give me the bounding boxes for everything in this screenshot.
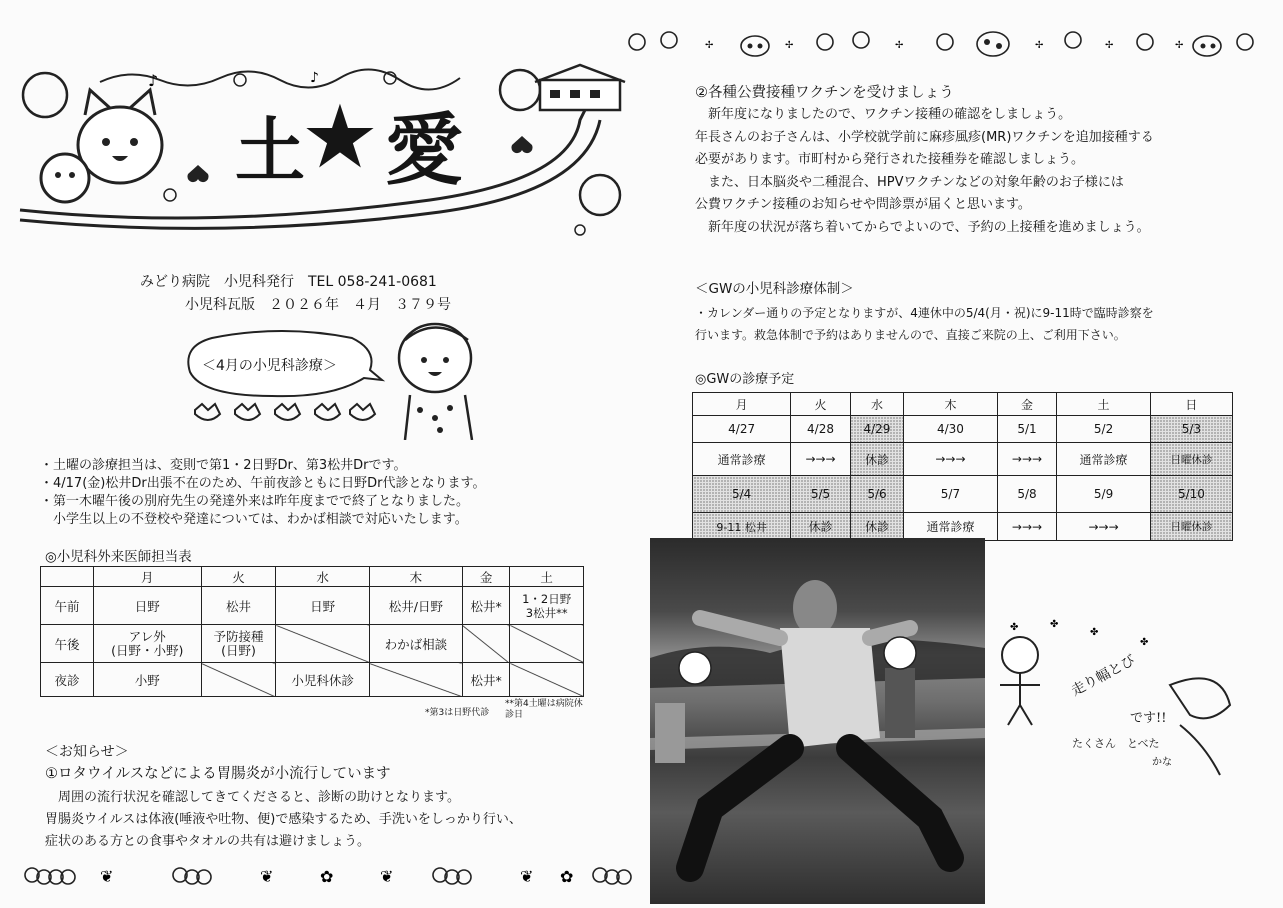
gw-day-header: 土	[1057, 393, 1151, 416]
vaccine-body	[695, 104, 1154, 239]
girl-figure	[380, 310, 500, 440]
bubble-text: ＜4月の小児科診療＞	[202, 358, 337, 374]
table-cell: 松井*	[462, 587, 509, 625]
notice-line: ・4/17(金)松井Dr出張不在のため、午前夜診ともに日野Dr代診となります。	[40, 476, 486, 491]
day-header: 火	[201, 567, 276, 587]
gw-cell: 5/7	[904, 476, 998, 513]
day-header: 月	[94, 567, 202, 587]
gw-cell: →→→	[904, 443, 998, 476]
bottom-decoration-strip	[20, 855, 650, 895]
gw-cell-holiday: 5/5	[791, 476, 851, 513]
gw-body	[695, 302, 1154, 346]
svg-text:♪: ♪	[148, 71, 159, 90]
svg-text:✤: ✤	[1090, 627, 1099, 638]
doctor-table-heading: ◎小児科外来医師担当表	[45, 549, 192, 565]
gw-cell-holiday: 日曜休診	[1150, 443, 1232, 476]
notice-line: ・土曜の診療担当は、変則で第1・2日野Dr、第3松井Drです。	[40, 458, 407, 473]
svg-text:❦: ❦	[100, 867, 114, 886]
gw-cell: 4/28	[791, 416, 851, 443]
caption-line: です!!	[1130, 711, 1167, 726]
vaccine-line: 公費ワクチン接種のお知らせや問診票が届くと思います。	[695, 197, 1031, 212]
table-row	[693, 416, 1233, 443]
table-row	[41, 663, 584, 697]
table-row	[693, 513, 1233, 541]
gw-cell: →→→	[997, 513, 1057, 541]
table-footnote-1: *第3は日野代診	[425, 708, 490, 718]
row-label: 午前	[41, 587, 94, 625]
gw-cell: 4/30	[904, 416, 998, 443]
gw-day-header: 水	[850, 393, 903, 416]
girl-illustration	[380, 310, 500, 440]
table-cell-empty	[276, 625, 369, 663]
gw-day-header: 金	[997, 393, 1057, 416]
gw-cell-holiday: 5/3	[1150, 416, 1232, 443]
vaccine-line: 新年度になりましたので、ワクチン接種の確認をしましょう。	[695, 107, 1072, 122]
gw-cell: 5/9	[1057, 476, 1151, 513]
svg-text:✢: ✢	[1035, 40, 1044, 51]
gw-cell-holiday: 日曜休診	[1150, 513, 1232, 541]
gw-cell: →→→	[997, 443, 1057, 476]
vaccine-line: また、日本脳炎や二種混合、HPVワクチンなどの対象年齢のお子様には	[695, 174, 1124, 190]
news-line: 周囲の流行状況を確認してきてくださると、診断の助けとなります。	[45, 790, 460, 805]
svg-text:❦: ❦	[380, 867, 394, 886]
vaccine-line: 必要があります。市町村から発行された接種券を確認しましょう。	[695, 152, 1084, 167]
news-item1-title: ①ロタウイルスなどによる胃腸炎が小流行しています	[45, 766, 391, 782]
table-cell: 松井	[201, 587, 276, 625]
gw-cell-holiday: 5/10	[1150, 476, 1232, 513]
row-label: 夜診	[41, 663, 94, 697]
svg-text:♪: ♪	[310, 70, 319, 86]
speech-bubble	[182, 330, 377, 400]
gw-cell-holiday: 5/6	[850, 476, 903, 513]
news-heading: ＜お知らせ＞	[45, 744, 129, 760]
svg-text:✤: ✤	[1010, 622, 1019, 633]
flower-ladybug-border	[625, 26, 1265, 66]
gw-schedule-table	[692, 392, 1233, 541]
table-cell: わかば相談	[369, 625, 462, 663]
gw-heading: ＜GWの小児科診療体制＞	[695, 281, 854, 297]
tulips	[190, 400, 380, 440]
gw-cell: 通常診療	[904, 513, 998, 541]
gw-line: 行います。救急体制で予約はありませんので、直接ご来院の上、ご利用下さい。	[695, 328, 1126, 342]
gw-cell: 5/8	[997, 476, 1057, 513]
gw-cell: 5/2	[1057, 416, 1151, 443]
gw-cell-holiday: 休診	[850, 513, 903, 541]
day-header: 金	[462, 567, 509, 587]
table-cell: 松井/日野	[369, 587, 462, 625]
news-item1-body	[45, 787, 522, 853]
svg-text:✤: ✤	[1140, 637, 1149, 648]
table-cell: 松井*	[462, 663, 509, 697]
svg-text:✢: ✢	[705, 40, 714, 51]
svg-text:✤: ✤	[1050, 619, 1059, 630]
issue-info: 小児科瓦版 ２０２６年 ４月 ３７９号	[185, 297, 451, 313]
caption-line: かな	[1152, 757, 1172, 768]
svg-text:✢: ✢	[1175, 40, 1184, 51]
svg-text:❦: ❦	[260, 867, 274, 886]
gw-cell-holiday: 4/29	[850, 416, 903, 443]
table-cell: 日野	[94, 587, 202, 625]
table-cell-empty	[510, 625, 584, 663]
photo-figures	[650, 538, 985, 904]
table-row	[41, 625, 584, 663]
gw-cell: 通常診療	[693, 443, 791, 476]
vaccine-line: 新年度の状況が落ち着いてからでよいので、予約の上接種を進めましょう。	[695, 219, 1150, 235]
title-char-3: 愛	[385, 105, 464, 196]
gw-cell: 5/1	[997, 416, 1057, 443]
gw-line: ・カレンダー通りの予定となりますが、4連休中の5/4(月・祝)に9-11時で臨時診察を	[695, 306, 1154, 320]
table-cell: 1・2日野 3松井**	[510, 587, 584, 625]
svg-text:✢: ✢	[1105, 40, 1114, 51]
tulip-row	[190, 400, 380, 440]
notice-line: ・第一木曜午後の別府先生の発達外来は昨年度までで終了となりました。	[40, 494, 470, 509]
gw-cell: →→→	[791, 443, 851, 476]
photo-caption	[990, 615, 1260, 795]
caterpillar-butterfly-border	[20, 855, 650, 895]
gw-cell-holiday: 5/4	[693, 476, 791, 513]
notices-top	[40, 457, 486, 529]
svg-text:✢: ✢	[895, 40, 904, 51]
gw-cell-holiday: 9-11 松井	[693, 513, 791, 541]
row-label: 午後	[41, 625, 94, 663]
doctor-schedule-table	[40, 566, 584, 697]
table-cell: アレ外 (日野・小野)	[94, 625, 202, 663]
day-header: 土	[510, 567, 584, 587]
caption-doodle	[990, 615, 1260, 795]
table-cell-empty	[462, 625, 509, 663]
gw-table-heading: ◎GWの診療予定	[695, 372, 795, 387]
gw-cell: 4/27	[693, 416, 791, 443]
title-char-1: 土	[235, 109, 305, 192]
gw-cell-holiday: 休診	[791, 513, 851, 541]
svg-text:❦: ❦	[520, 867, 534, 886]
publisher-info: みどり病院 小児科発行 TEL 058-241-0681	[140, 274, 437, 290]
news-line: 胃腸炎ウイルスは体液(唾液や吐物、便)で感染するため、手洗いをしっかり行い、	[45, 812, 522, 827]
gw-day-header: 日	[1150, 393, 1232, 416]
long-jump-photo	[650, 538, 985, 904]
table-cell: 小児科休診	[276, 663, 369, 697]
table-cell-empty	[510, 663, 584, 697]
gw-cell-holiday: 休診	[850, 443, 903, 476]
table-row	[693, 443, 1233, 476]
news-line: 症状のある方との食事やタオルの共有は避けましょう。	[45, 834, 371, 849]
caption-line: 走り幅とび	[1068, 652, 1139, 700]
vaccine-line: 年長さんのお子さんは、小学校就学前に麻疹風疹(MR)ワクチンを追加接種する	[695, 129, 1154, 145]
svg-text:✢: ✢	[785, 40, 794, 51]
gw-day-header: 月	[693, 393, 791, 416]
table-row	[693, 476, 1233, 513]
table-cell-empty	[369, 663, 462, 697]
svg-text:✿: ✿	[560, 867, 574, 886]
table-cell-empty	[201, 663, 276, 697]
svg-text:✿: ✿	[320, 867, 334, 886]
table-footnote-2: **第4土曜は病院休診日	[505, 699, 583, 720]
table-cell: 小野	[94, 663, 202, 697]
day-header: 水	[276, 567, 369, 587]
gw-cell: 通常診療	[1057, 443, 1151, 476]
top-decoration-strip	[625, 26, 1265, 66]
day-header: 木	[369, 567, 462, 587]
table-cell: 予防接種 (日野)	[201, 625, 276, 663]
title-char-2: ★	[305, 92, 375, 183]
table-corner	[41, 567, 94, 587]
notice-line: 小学生以上の不登校や発達については、わかば相談で対応いたします。	[40, 512, 468, 527]
caption-line: たくさん とべた	[1072, 737, 1160, 750]
gw-day-header: 火	[791, 393, 851, 416]
table-row	[41, 587, 584, 625]
gw-day-header: 木	[904, 393, 998, 416]
table-cell: 日野	[276, 587, 369, 625]
gw-cell: →→→	[1057, 513, 1151, 541]
vaccine-title: ②各種公費接種ワクチンを受けましょう	[695, 85, 954, 101]
